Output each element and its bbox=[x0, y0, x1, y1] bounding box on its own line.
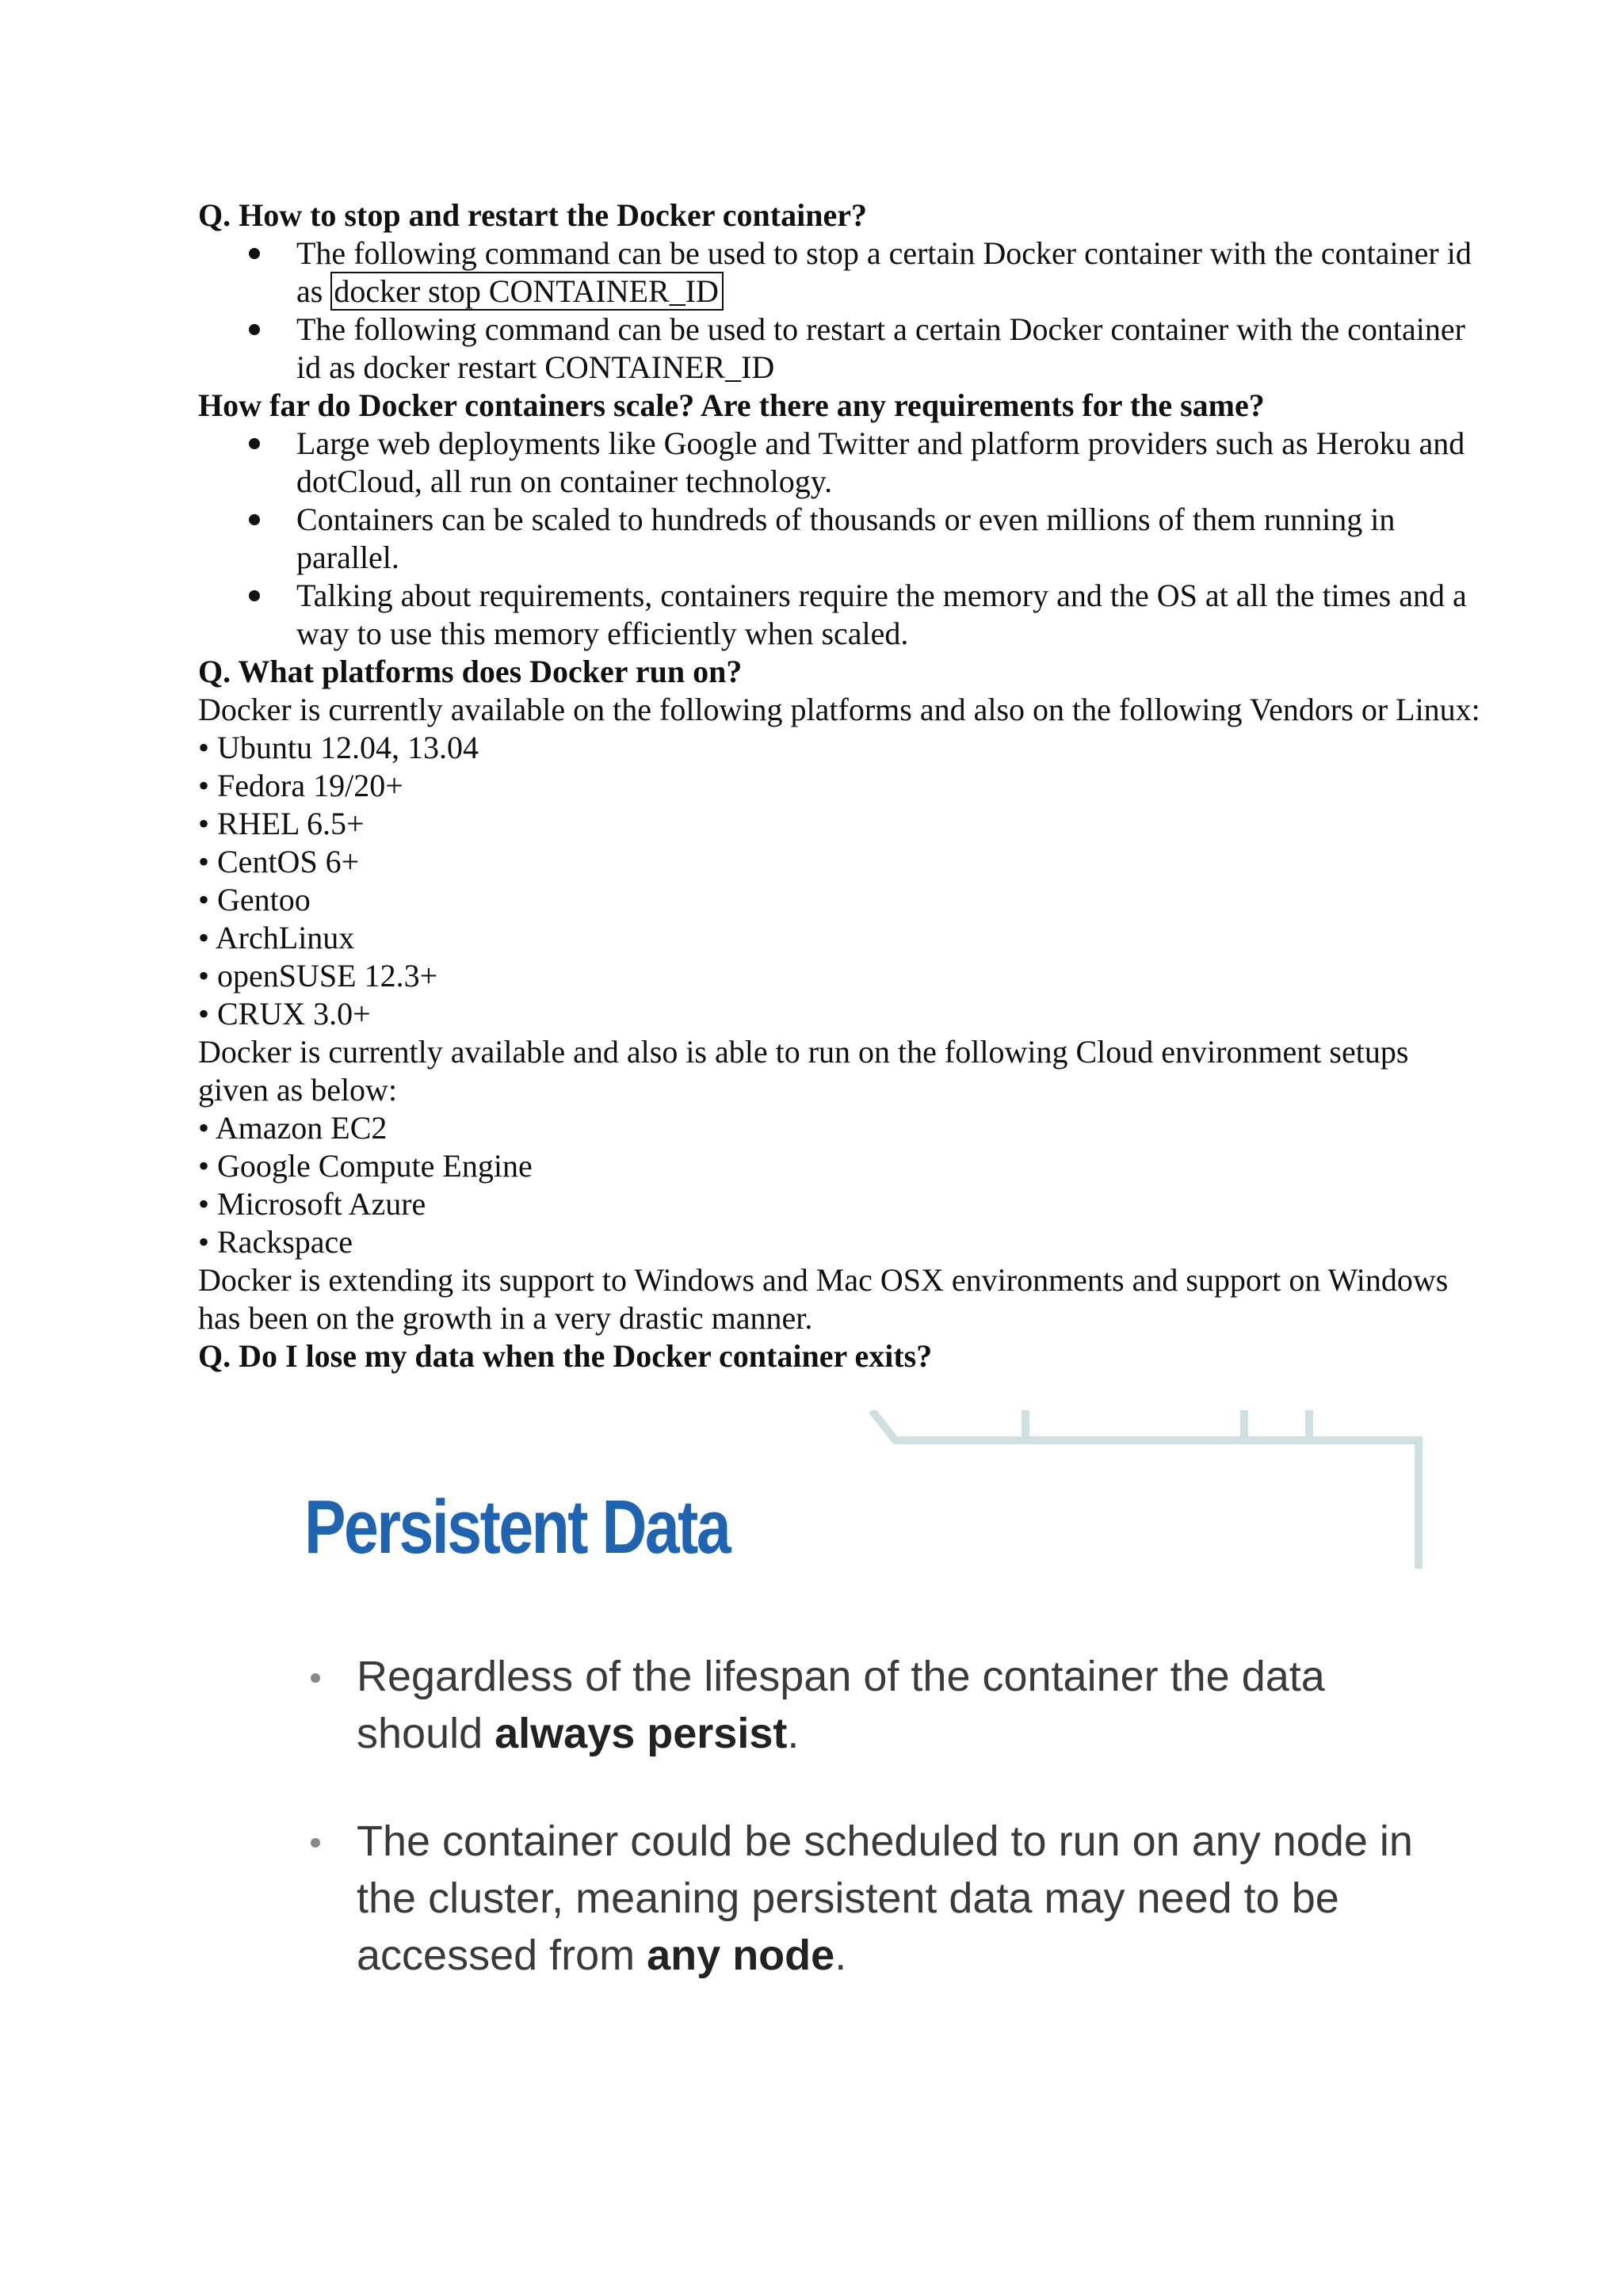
list-item: • ArchLinux bbox=[198, 920, 355, 955]
list-item: • Fedora 19/20+ bbox=[198, 768, 403, 803]
question-data-loss: Q. Do I lose my data when the Docker container exits? bbox=[198, 1338, 933, 1374]
list-item: Containers can be scaled to hundreds of thousands or even millions of them running in parallel. bbox=[296, 501, 1482, 577]
list-item: • openSUSE 12.3+ bbox=[198, 958, 438, 994]
question-stop-restart: Q. How to stop and restart the Docker container? bbox=[198, 197, 867, 233]
platforms-outro: Docker is extending its support to Windows and Mac OSX environments and support on Windows has been on the growth in a very drastic manner. bbox=[198, 1262, 1449, 1336]
list-item bbox=[296, 235, 1482, 311]
slide-bullet bbox=[357, 1813, 1450, 1984]
list-item: • Gentoo bbox=[198, 882, 311, 917]
cloud-list bbox=[198, 1109, 1482, 1261]
document-body bbox=[198, 196, 1482, 1375]
list-item: • Rackspace bbox=[198, 1224, 353, 1260]
list-item: Talking about requirements, containers require the memory and the OS at all the times and a way to use this memory efficiently when scaled. bbox=[296, 577, 1482, 653]
list-item: • Amazon EC2 bbox=[198, 1110, 388, 1146]
slide-title: Persistent Data bbox=[304, 1485, 730, 1569]
slide-bullet-bold: any node bbox=[647, 1932, 835, 1979]
list-item: • Microsoft Azure bbox=[198, 1186, 426, 1222]
list-item: The following command can be used to restart a certain Docker container with the container id as docker restart CONTAINER_ID bbox=[296, 311, 1482, 387]
list-item-text: The following command can be used to stop a certain Docker container with the container id as bbox=[296, 235, 1472, 309]
frame-line bbox=[872, 1410, 1419, 1569]
scale-list bbox=[198, 425, 1482, 653]
slide-bullet bbox=[357, 1648, 1450, 1762]
list-item: • CRUX 3.0+ bbox=[198, 996, 371, 1032]
list-item: • CentOS 6+ bbox=[198, 844, 360, 879]
slide-bullet-text: The container could be scheduled to run on any node in the cluster, meaning persistent data may need to be accessed from bbox=[357, 1817, 1413, 1979]
slide-bullets bbox=[357, 1648, 1450, 2035]
question-scale: How far do Docker containers scale? Are there any requirements for the same? bbox=[198, 387, 1265, 423]
list-item: • RHEL 6.5+ bbox=[198, 806, 365, 841]
cloud-intro: Docker is currently available and also is able to run on the following Cloud environment setups given as below: bbox=[198, 1034, 1409, 1108]
question-platforms: Q. What platforms does Docker run on? bbox=[198, 654, 743, 689]
slide-bullet-text: . bbox=[834, 1932, 847, 1979]
stop-restart-list bbox=[198, 235, 1482, 387]
slide-bullet-text: . bbox=[787, 1710, 800, 1757]
list-item: • Ubuntu 12.04, 13.04 bbox=[198, 730, 479, 765]
platforms-list bbox=[198, 729, 1482, 1033]
slide-bullet-text: Regardless of the lifespan of the container the data should bbox=[357, 1653, 1325, 1757]
slide-bullet-bold: always persist bbox=[495, 1710, 788, 1757]
list-item: • Google Compute Engine bbox=[198, 1148, 533, 1184]
command-box: docker stop CONTAINER_ID bbox=[330, 272, 724, 311]
list-item: Large web deployments like Google and Twitter and platform providers such as Heroku and dotCloud, all run on container technology. bbox=[296, 425, 1482, 501]
persistent-data-slide bbox=[262, 1410, 1466, 2012]
platforms-intro: Docker is currently available on the following platforms and also on the following Vendors or Linux: bbox=[198, 692, 1480, 727]
